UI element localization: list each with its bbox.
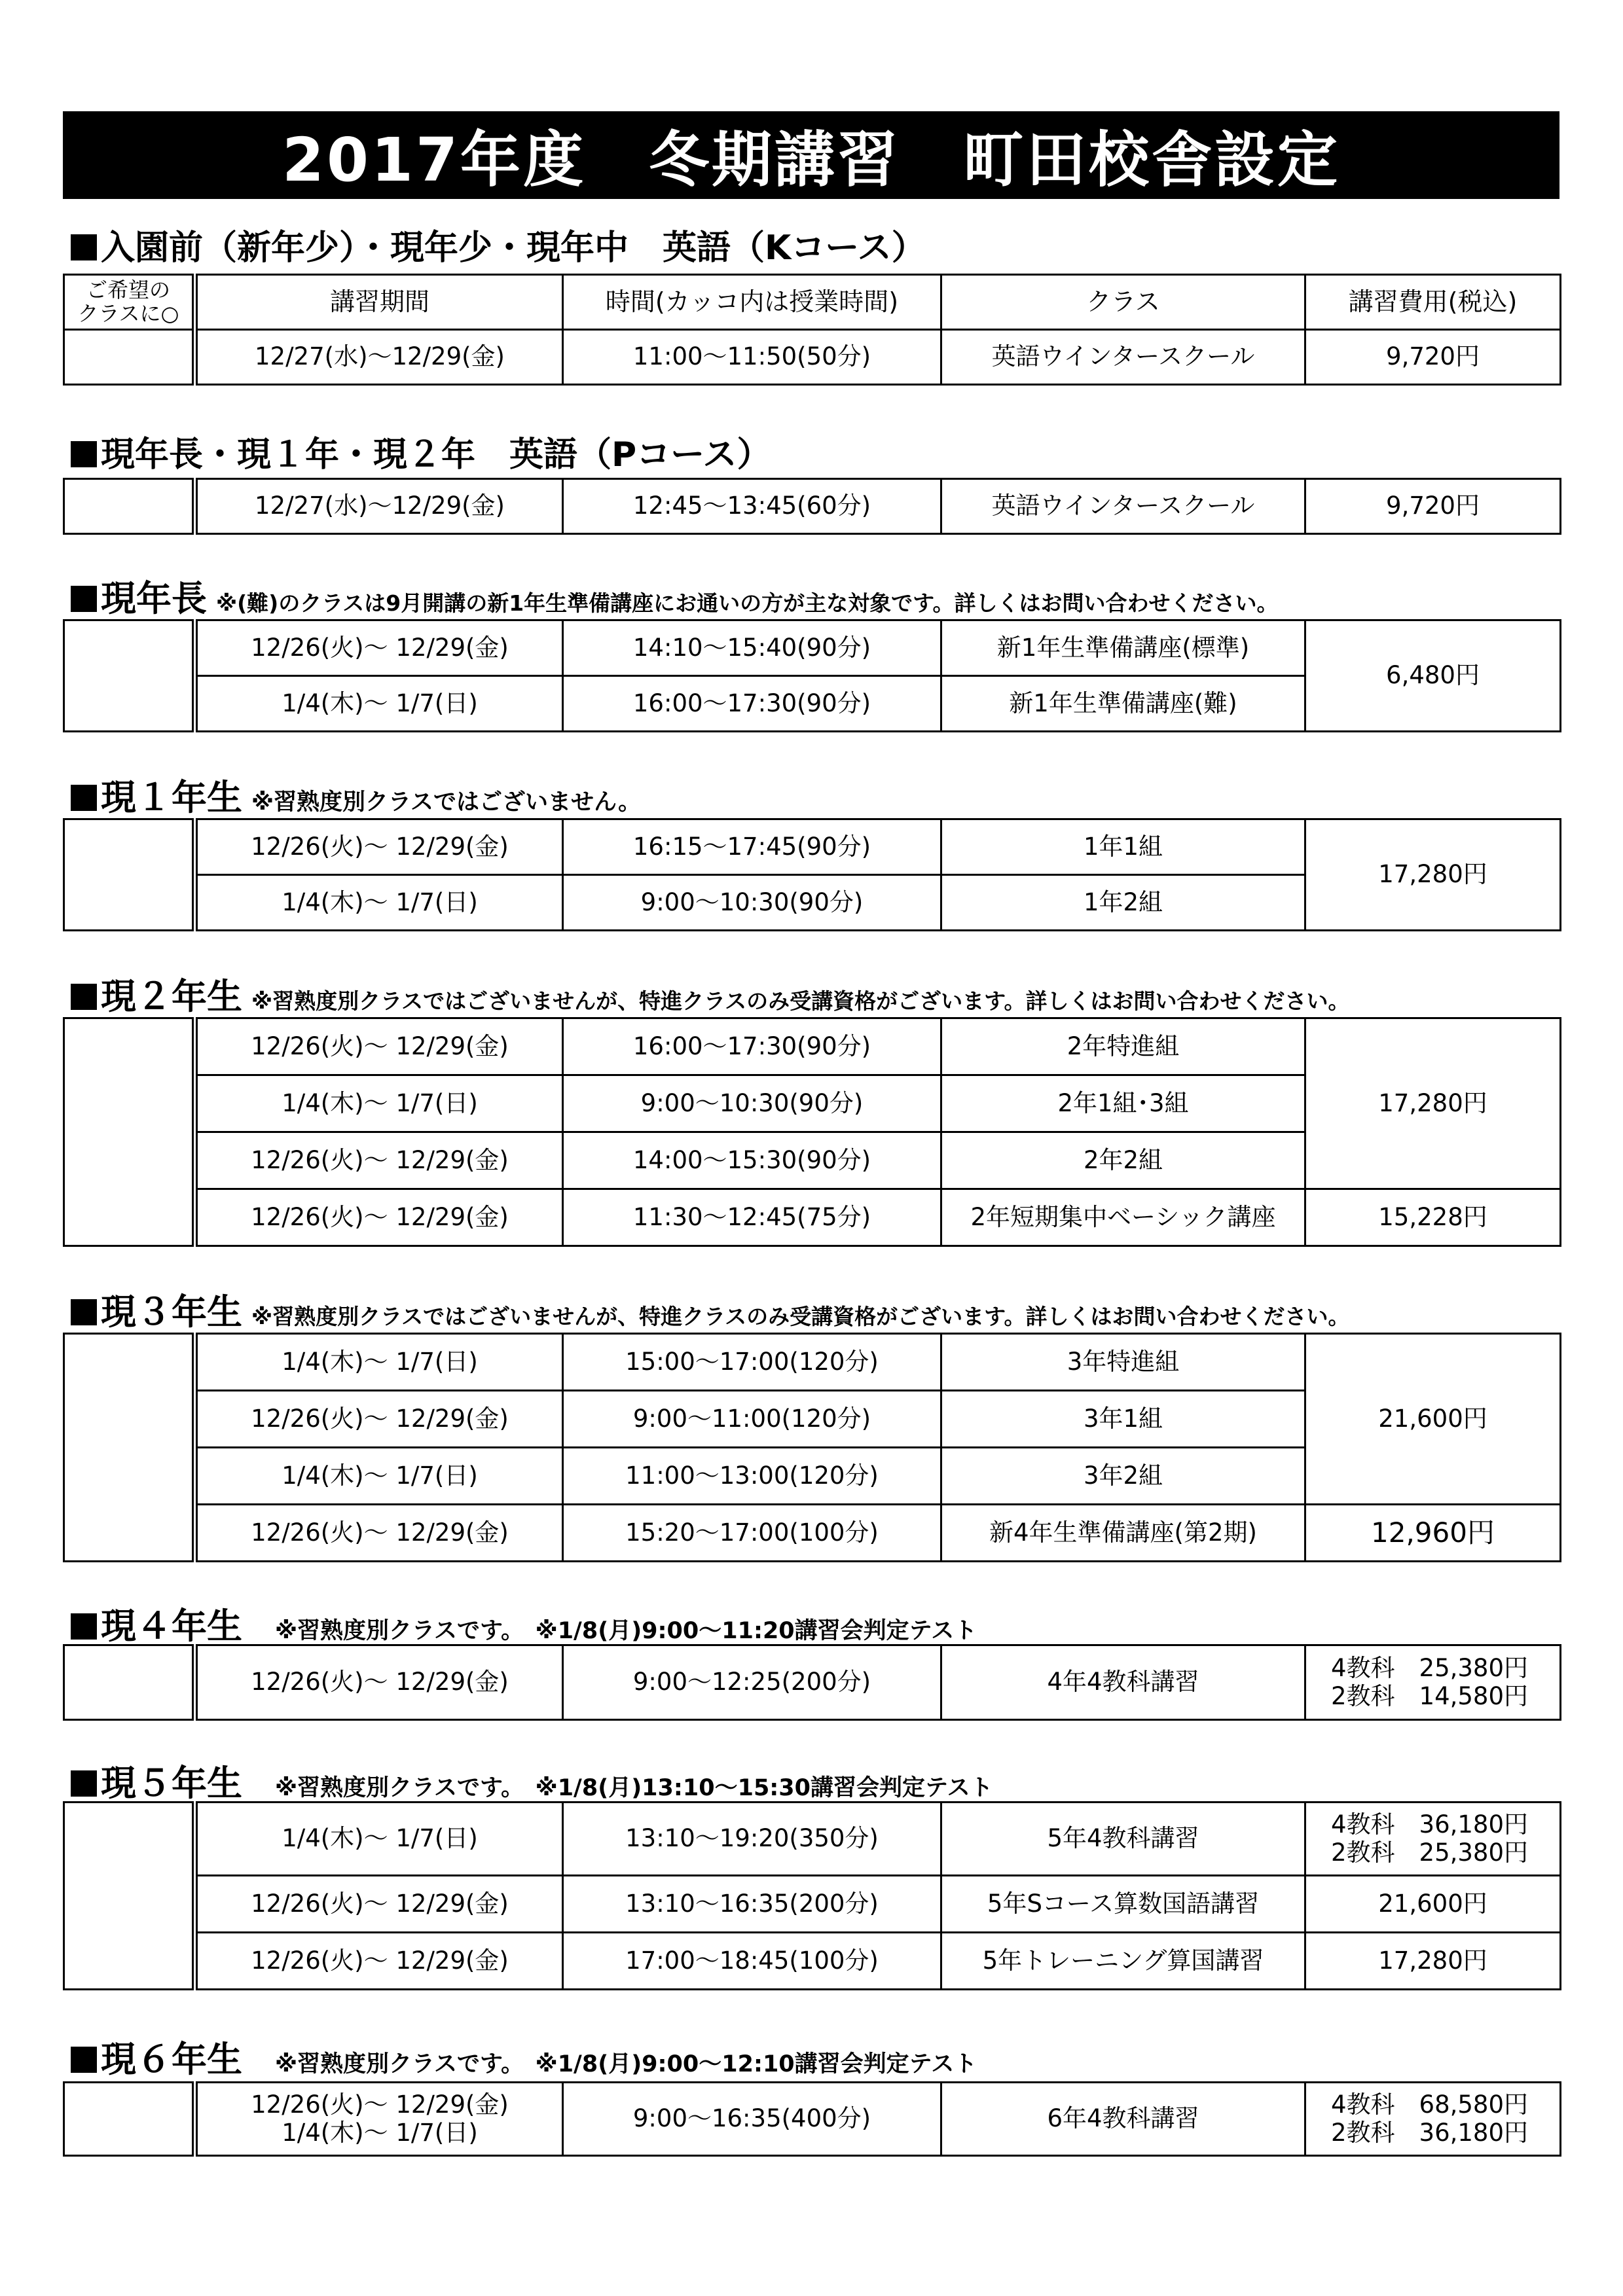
period-line: 12/26(火)～ 12/29(金) [251, 2090, 509, 2119]
selection-cell[interactable] [64, 2083, 195, 2156]
section-note: ※習熟度別クラスではございませんが、特進クラスのみ受講資格がございます。詳しくはお問い合わせください。 [251, 988, 1350, 1014]
class-cell: 2年短期集中ベーシック講座 [941, 1189, 1305, 1246]
fee-cell [1305, 1645, 1561, 1720]
class-cell: 3年1組 [941, 1391, 1305, 1448]
section-heading-k-course [71, 220, 926, 269]
period-cell: 1/4(木)～ 1/7(日) [195, 1448, 563, 1505]
table-row [64, 620, 1561, 676]
section-title: 現６年生 [101, 2039, 242, 2080]
time-cell: 11:00～13:00(120分) [563, 1448, 941, 1505]
table-row [64, 1505, 1561, 1562]
class-cell: 1年2組 [941, 875, 1305, 931]
class-cell: 1年1組 [941, 819, 1305, 875]
time-cell: 13:10～19:20(350分) [563, 1803, 941, 1876]
time-cell: 9:00～16:35(400分) [563, 2083, 941, 2156]
fee-cell: 21,600円 [1305, 1334, 1561, 1505]
schedule-table-grade5 [63, 1801, 1561, 1990]
section-note: ※(難)のクラスは9月開講の新1年生準備講座にお通いの方が主な対象です。詳しくはお問い合わせください。 [216, 590, 1279, 616]
class-cell: 5年トレーニング算国講習 [941, 1933, 1305, 1990]
selection-cell[interactable] [64, 479, 195, 534]
table-header-row [64, 275, 1561, 330]
period-cell: 12/26(火)～ 12/29(金) [195, 1189, 563, 1246]
section-heading-grade5 [71, 1755, 993, 1806]
time-cell: 17:00～18:45(100分) [563, 1933, 941, 1990]
fee-cell: 12,960円 [1305, 1505, 1561, 1562]
fee-cell: 15,228円 [1305, 1189, 1561, 1246]
selection-cell[interactable] [64, 1334, 195, 1562]
section-title: 現３年生 [101, 1291, 242, 1333]
fee-line: 4教科 25,380円 [1330, 1653, 1528, 1682]
period-cell: 12/27(水)～12/29(金) [195, 479, 563, 534]
class-cell: 新1年生準備講座(難) [941, 676, 1305, 732]
selection-cell[interactable] [64, 1018, 195, 1246]
fee-line: 2教科 36,180円 [1330, 2118, 1528, 2147]
selection-cell[interactable] [64, 819, 195, 931]
square-bullet-icon [71, 234, 97, 260]
time-cell: 13:10～16:35(200分) [563, 1876, 941, 1933]
time-cell: 16:00～17:30(90分) [563, 676, 941, 732]
time-cell: 11:00～11:50(50分) [563, 330, 941, 385]
time-cell: 9:00～12:25(200分) [563, 1645, 941, 1720]
fee-line: 4教科 36,180円 [1330, 1810, 1528, 1839]
period-cell: 12/26(火)～ 12/29(金) [195, 819, 563, 875]
section-note: ※習熟度別クラスではございませんが、特進クラスのみ受講資格がございます。詳しくはお問い合わせください。 [251, 1304, 1350, 1329]
period-line: 1/4(木)～ 1/7(日) [282, 2118, 478, 2147]
class-cell: 6年4教科講習 [941, 2083, 1305, 2156]
section-note: ※習熟度別クラスです。 ※1/8(月)13:10～15:30講習会判定テスト [275, 1775, 993, 1801]
selection-cell[interactable] [64, 620, 195, 732]
class-cell: 5年Sコース算数国語講習 [941, 1876, 1305, 1933]
section-heading-grade2 [71, 969, 1349, 1019]
class-cell: 3年2組 [941, 1448, 1305, 1505]
fee-line: 4教科 68,580円 [1330, 2090, 1528, 2119]
section-title: 現１年生 [101, 777, 242, 818]
fee-cell: 6,480円 [1305, 620, 1561, 732]
square-bullet-icon [71, 1613, 97, 1640]
time-cell: 15:00～17:00(120分) [563, 1334, 941, 1391]
time-cell: 16:15～17:45(90分) [563, 819, 941, 875]
class-cell: 英語ウインタースクール [941, 479, 1305, 534]
header-time: 時間(カッコ内は授業時間) [563, 275, 941, 330]
schedule-table-k-course [63, 274, 1561, 386]
section-heading-p-course [71, 427, 771, 476]
time-cell: 12:45～13:45(60分) [563, 479, 941, 534]
period-cell: 12/26(火)～ 12/29(金) [195, 1505, 563, 1562]
section-title: 現４年生 [101, 1605, 242, 1647]
class-cell: 5年4教科講習 [941, 1803, 1305, 1876]
section-note: ※習熟度別クラスではございません。 [251, 789, 642, 816]
table-row [64, 479, 1561, 534]
schedule-table-grade1 [63, 818, 1561, 931]
square-bullet-icon [71, 1770, 97, 1797]
period-cell: 12/27(水)～12/29(金) [195, 330, 563, 385]
square-bullet-icon [71, 984, 97, 1010]
schedule-table-grade2 [63, 1017, 1561, 1247]
header-check: ご希望の クラスに○ [64, 275, 195, 330]
selection-cell[interactable] [64, 1803, 195, 1990]
fee-cell: 9,720円 [1305, 330, 1561, 385]
schedule-table-grade6 [63, 2081, 1561, 2157]
table-row [64, 1876, 1561, 1933]
class-cell: 2年1組･3組 [941, 1075, 1305, 1132]
section-title: 現２年生 [101, 976, 242, 1017]
class-cell: 新4年生準備講座(第2期) [941, 1505, 1305, 1562]
period-cell: 1/4(木)～ 1/7(日) [195, 1075, 563, 1132]
square-bullet-icon [71, 1299, 97, 1325]
section-note: ※習熟度別クラスです。 ※1/8(月)9:00～11:20講習会判定テスト [275, 1618, 977, 1644]
section-heading-grade6 [71, 2032, 977, 2082]
period-cell: 12/26(火)～ 12/29(金) [195, 1645, 563, 1720]
table-row [64, 330, 1561, 385]
time-cell: 14:10～15:40(90分) [563, 620, 941, 676]
period-cell: 12/26(火)～ 12/29(金) [195, 1876, 563, 1933]
schedule-table-grade3 [63, 1333, 1561, 1562]
square-bullet-icon [71, 785, 97, 811]
period-cell: 1/4(木)～ 1/7(日) [195, 676, 563, 732]
period-cell: 1/4(木)～ 1/7(日) [195, 1334, 563, 1391]
section-title: 現年長 [101, 578, 207, 619]
header-period: 講習期間 [195, 275, 563, 330]
time-cell: 16:00～17:30(90分) [563, 1018, 941, 1075]
period-cell: 12/26(火)～ 12/29(金) [195, 1391, 563, 1448]
fee-cell: 17,280円 [1305, 819, 1561, 931]
fee-cell: 17,280円 [1305, 1933, 1561, 1990]
fee-cell: 9,720円 [1305, 479, 1561, 534]
square-bullet-icon [71, 586, 97, 612]
section-heading-grade3 [71, 1284, 1349, 1335]
time-cell: 11:30～12:45(75分) [563, 1189, 941, 1246]
period-cell: 12/26(火)～ 12/29(金) [195, 1018, 563, 1075]
period-cell [195, 2083, 563, 2156]
table-row [64, 1803, 1561, 1876]
schedule-table-grade4 [63, 1644, 1561, 1721]
section-title: 現年長・現１年・現２年 英語（Pコース） [101, 435, 771, 475]
period-cell: 1/4(木)～ 1/7(日) [195, 875, 563, 931]
fee-cell [1305, 1803, 1561, 1876]
page-title: 2017年度 冬期講習 町田校舎設定 [63, 111, 1559, 199]
section-heading-grade1 [71, 770, 641, 820]
period-cell: 12/26(火)～ 12/29(金) [195, 620, 563, 676]
period-cell: 12/26(火)～ 12/29(金) [195, 1132, 563, 1189]
selection-cell[interactable] [64, 330, 195, 385]
time-cell: 9:00～11:00(120分) [563, 1391, 941, 1448]
header-class: クラス [941, 275, 1305, 330]
time-cell: 9:00～10:30(90分) [563, 875, 941, 931]
time-cell: 14:00～15:30(90分) [563, 1132, 941, 1189]
table-row [64, 1334, 1561, 1391]
section-title: 現５年生 [101, 1763, 242, 1804]
header-fee: 講習費用(税込) [1305, 275, 1561, 330]
selection-cell[interactable] [64, 1645, 195, 1720]
table-row [64, 1189, 1561, 1246]
square-bullet-icon [71, 2047, 97, 2073]
section-heading-nencho [71, 571, 1279, 621]
class-cell: 2年特進組 [941, 1018, 1305, 1075]
period-cell: 12/26(火)～ 12/29(金) [195, 1933, 563, 1990]
fee-cell: 17,280円 [1305, 1018, 1561, 1189]
fee-cell: 21,600円 [1305, 1876, 1561, 1933]
fee-line: 2教科 25,380円 [1330, 1838, 1528, 1867]
time-cell: 9:00～10:30(90分) [563, 1075, 941, 1132]
schedule-table-nencho [63, 619, 1561, 732]
period-cell: 1/4(木)～ 1/7(日) [195, 1803, 563, 1876]
table-row [64, 1933, 1561, 1990]
table-row [64, 1018, 1561, 1075]
section-title: 入園前（新年少）・現年少・現年中 英語（Kコース） [101, 228, 926, 268]
square-bullet-icon [71, 441, 97, 467]
class-cell: 3年特進組 [941, 1334, 1305, 1391]
table-row [64, 819, 1561, 875]
schedule-table-p-course [63, 478, 1561, 535]
fee-line: 2教科 14,580円 [1330, 1681, 1528, 1710]
class-cell: 新1年生準備講座(標準) [941, 620, 1305, 676]
class-cell: 英語ウインタースクール [941, 330, 1305, 385]
section-note: ※習熟度別クラスです。 ※1/8(月)9:00～12:10講習会判定テスト [275, 2051, 977, 2077]
class-cell: 2年2組 [941, 1132, 1305, 1189]
time-cell: 15:20～17:00(100分) [563, 1505, 941, 1562]
table-row [64, 2083, 1561, 2156]
section-heading-grade4 [71, 1598, 977, 1649]
fee-cell [1305, 2083, 1561, 2156]
table-row [64, 1645, 1561, 1720]
class-cell: 4年4教科講習 [941, 1645, 1305, 1720]
